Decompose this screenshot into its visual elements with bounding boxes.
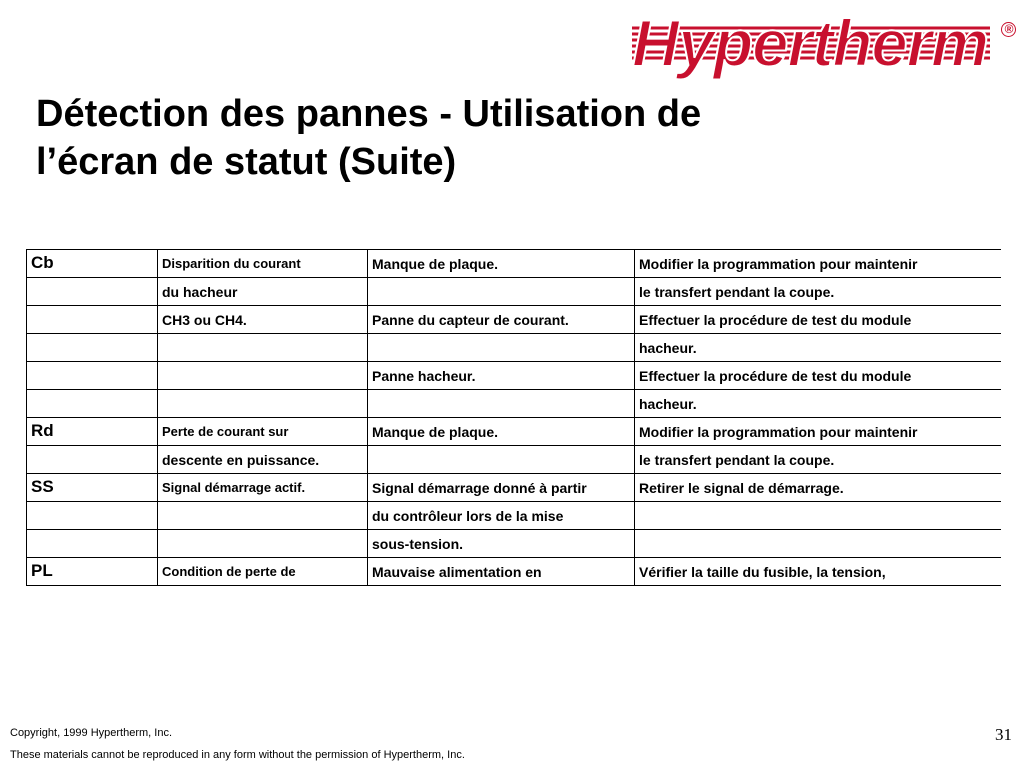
status-code-cell	[27, 306, 158, 334]
table-row	[27, 306, 1002, 334]
status-code-table-body	[27, 250, 1002, 586]
action-cell: le transfert pendant la coupe.	[635, 278, 1002, 306]
cause-cell	[368, 390, 635, 418]
action-cell: hacheur.	[635, 334, 1002, 362]
description-cell	[158, 530, 368, 558]
table-row	[27, 502, 1002, 530]
status-code-cell	[27, 362, 158, 390]
status-code-cell: PL	[27, 558, 158, 586]
logo-wordmark	[628, 6, 1018, 80]
status-code-cell	[27, 530, 158, 558]
status-code-cell: SS	[27, 474, 158, 502]
action-cell: Effectuer la procédure de test du module	[635, 362, 1002, 390]
status-code-table-viewport	[26, 249, 1001, 595]
status-code-cell	[27, 446, 158, 474]
cause-cell	[368, 446, 635, 474]
hypertherm-logo	[628, 6, 1018, 80]
description-cell: Signal démarrage actif.	[158, 474, 368, 502]
logo-wordmark-text: Hypertherm	[632, 6, 988, 80]
table-row	[27, 530, 1002, 558]
table-row	[27, 278, 1002, 306]
cause-cell: Manque de plaque.	[368, 418, 635, 446]
cause-cell: du contrôleur lors de la mise	[368, 502, 635, 530]
slide-title-line-1: Détection des pannes - Utilisation de	[36, 93, 702, 135]
table-row	[27, 334, 1002, 362]
status-code-cell	[27, 502, 158, 530]
action-cell	[635, 530, 1002, 558]
status-code-cell: Cb	[27, 250, 158, 278]
action-cell: Retirer le signal de démarrage.	[635, 474, 1002, 502]
action-cell	[635, 502, 1002, 530]
cause-cell	[368, 334, 635, 362]
action-cell: Modifier la programmation pour maintenir	[635, 250, 1002, 278]
cause-cell: Mauvaise alimentation en	[368, 558, 635, 586]
status-code-cell	[27, 278, 158, 306]
table-row	[27, 474, 1002, 502]
description-cell: CH3 ou CH4.	[158, 306, 368, 334]
action-cell: hacheur.	[635, 390, 1002, 418]
description-cell: descente en puissance.	[158, 446, 368, 474]
description-cell	[158, 502, 368, 530]
description-cell	[158, 390, 368, 418]
copyright-text: Copyright, 1999 Hypertherm, Inc.	[10, 727, 173, 739]
table-row	[27, 446, 1002, 474]
page-number: 31	[995, 725, 1012, 744]
action-cell: Vérifier la taille du fusible, la tension,	[635, 558, 1002, 586]
description-cell	[158, 362, 368, 390]
cause-cell	[368, 278, 635, 306]
table-row	[27, 418, 1002, 446]
cause-cell: Signal démarrage donné à partir	[368, 474, 635, 502]
description-cell: Perte de courant sur	[158, 418, 368, 446]
description-cell: Condition de perte de	[158, 558, 368, 586]
table-row	[27, 390, 1002, 418]
table-row	[27, 362, 1002, 390]
cause-cell: sous-tension.	[368, 530, 635, 558]
registered-mark: ®	[1001, 22, 1016, 37]
action-cell: Effectuer la procédure de test du module	[635, 306, 1002, 334]
description-cell	[158, 334, 368, 362]
status-code-cell	[27, 334, 158, 362]
slide-title-line-2: l’écran de statut (Suite)	[36, 141, 457, 183]
action-cell: le transfert pendant la coupe.	[635, 446, 1002, 474]
table-row	[27, 558, 1002, 586]
description-cell: Disparition du courant	[158, 250, 368, 278]
table-row	[27, 250, 1002, 278]
action-cell: Modifier la programmation pour maintenir	[635, 418, 1002, 446]
status-code-table	[26, 249, 1001, 586]
cause-cell: Panne hacheur.	[368, 362, 635, 390]
description-cell: du hacheur	[158, 278, 368, 306]
status-code-cell	[27, 390, 158, 418]
slide-title	[36, 90, 856, 186]
cause-cell: Manque de plaque.	[368, 250, 635, 278]
cause-cell: Panne du capteur de courant.	[368, 306, 635, 334]
status-code-cell: Rd	[27, 418, 158, 446]
permission-notice: These materials cannot be reproduced in any form without the permission of Hypertherm, Inc.	[10, 749, 465, 761]
